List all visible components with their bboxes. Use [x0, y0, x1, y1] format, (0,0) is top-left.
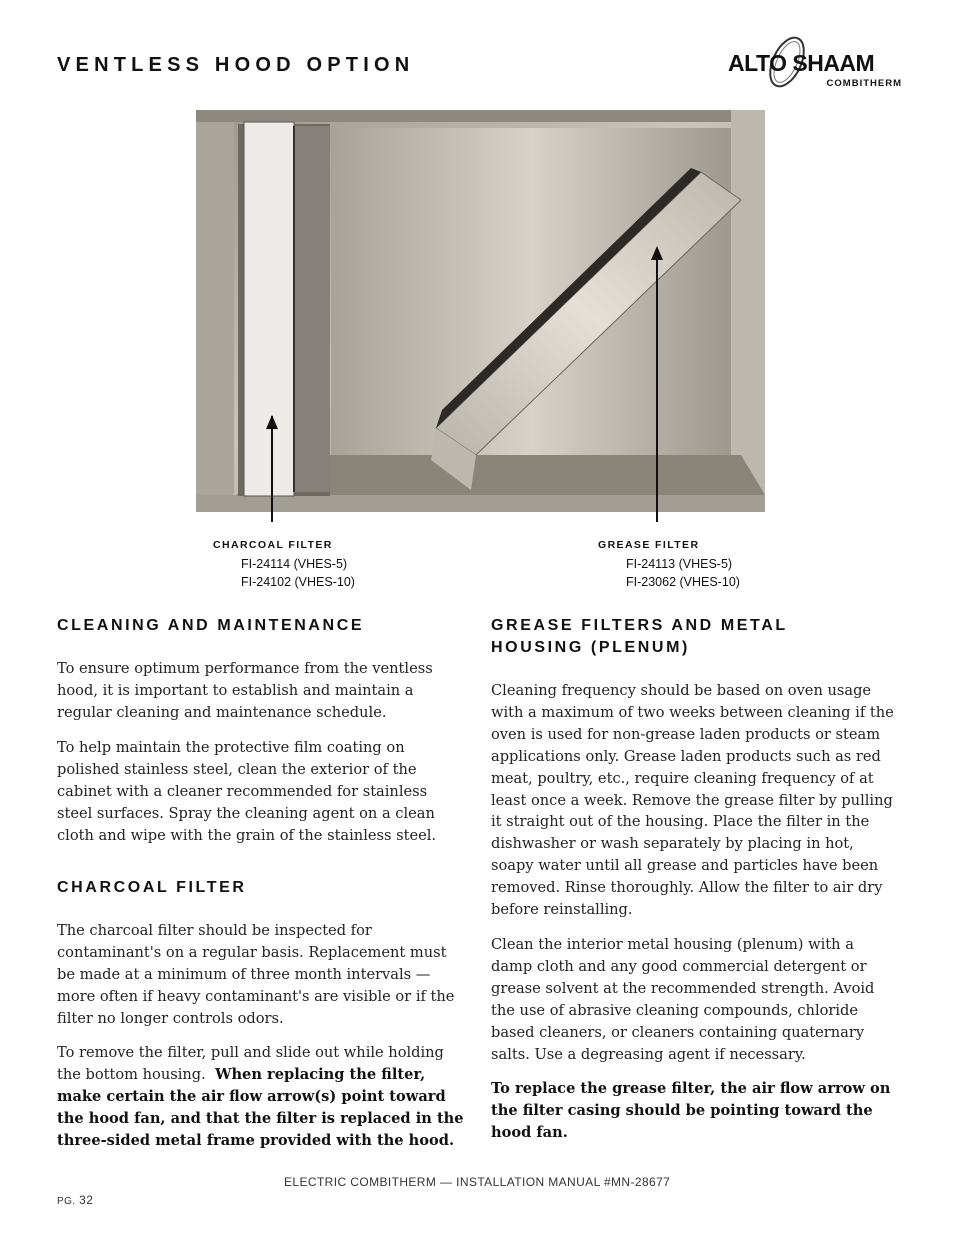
page-title: VENTLESS HOOD OPTION [57, 54, 415, 76]
grease-arrow-icon [651, 246, 663, 260]
grease-heading-line1: GREASE FILTERS AND METAL [491, 617, 788, 634]
charcoal-remove-text: To remove the filter, pull and slide out while holding the bottom housing. [57, 1044, 444, 1083]
hood-interior-photo [196, 110, 765, 512]
grease-filter-caption: GREASE FILTER [598, 539, 700, 551]
page-number [57, 1193, 93, 1207]
charcoal-replace-paragraph [57, 1042, 465, 1152]
charcoal-filter-pointer [271, 416, 273, 522]
logo-subtitle: COMBITHERM [826, 78, 902, 89]
grease-frequency-paragraph: Cleaning frequency should be based on oven usage with a maximum of two weeks between cleaning if the oven is used for non-grease laden products or steam applications only. Grease laden products such as red meat, poultry, etc., require cleaning frequency of at least once a week. Remove the grease filter by pulling it straight out of the housing. Place the filter in the dishwasher or wash separately by placing in hot, soapy water until all grease and particles have been removed. Rinse thoroughly. Allow the filter to air dry before reinstalling. [491, 682, 894, 919]
grease-replace-paragraph [491, 1078, 891, 1144]
grease-filter-pointer [656, 252, 658, 522]
charcoal-replace-warning: When replacing the filter, make certain the air flow arrow(s) point toward the hood fan, and that the filter is replaced in the three-sided metal frame provided with the hood. [57, 1065, 464, 1149]
grease-heading-line2: HOUSING (PLENUM) [491, 639, 690, 656]
grease-part-number: FI-24113 (VHES-5) [626, 557, 733, 571]
page-number-value: 32 [79, 1193, 94, 1207]
charcoal-part-number: FI-24102 (VHES-10) [241, 575, 355, 589]
footer-manual-title: ELECTRIC COMBITHERM — INSTALLATION MANUAL #MN-28677 [284, 1175, 671, 1189]
grease-part-number: FI-23062 (VHES-10) [626, 575, 740, 589]
charcoal-arrow-icon [266, 415, 278, 429]
alto-shaam-logo [724, 30, 904, 96]
charcoal-part-number: FI-24114 (VHES-5) [241, 557, 348, 571]
hood-interior-illustration [196, 110, 765, 512]
page-prefix: PG. [57, 1196, 76, 1207]
grease-replace-warning: To replace the grease filter, the air flow arrow on the filter casing should be pointing toward the hood fan. [491, 1080, 891, 1141]
cleaning-maintenance-heading: CLEANING AND MAINTENANCE [57, 617, 365, 634]
cleaning-exterior-text: To help maintain the protective film coating on polished stainless steel, clean the exterior of the cabinet with a cleaner recommended for stainless steel surfaces. Spray the cleaning agent on a clean cloth and wipe with the grain of the stainless steel. [57, 739, 437, 844]
grease-filters-heading [491, 615, 788, 659]
cleaning-exterior-paragraph [57, 737, 449, 847]
plenum-cleaning-paragraph: Clean the interior metal housing (plenum) with a damp cloth and any good commercial detergent or grease solvent at the recommended strength. Avoid the use of abrasive cleaning compounds, chloride based cleaners, or cleaners containing quaternary salts. Use a degreasing agent if necessary. [491, 936, 875, 1063]
charcoal-filter-caption: CHARCOAL FILTER [213, 539, 333, 551]
cleaning-intro-paragraph: To ensure optimum performance from the ventless hood, it is important to establish and maintain a regular cleaning and maintenance schedule. [57, 660, 433, 721]
charcoal-inspection-paragraph: The charcoal filter should be inspected for contaminant's on a regular basis. Replacement must be made at a minimum of three month intervals — more often if heavy contaminant's are visible or if the filter no longer controls odors. [57, 922, 455, 1027]
logo-wordmark: ALTO SHAAM [728, 50, 875, 76]
charcoal-filter-heading: CHARCOAL FILTER [57, 879, 247, 896]
